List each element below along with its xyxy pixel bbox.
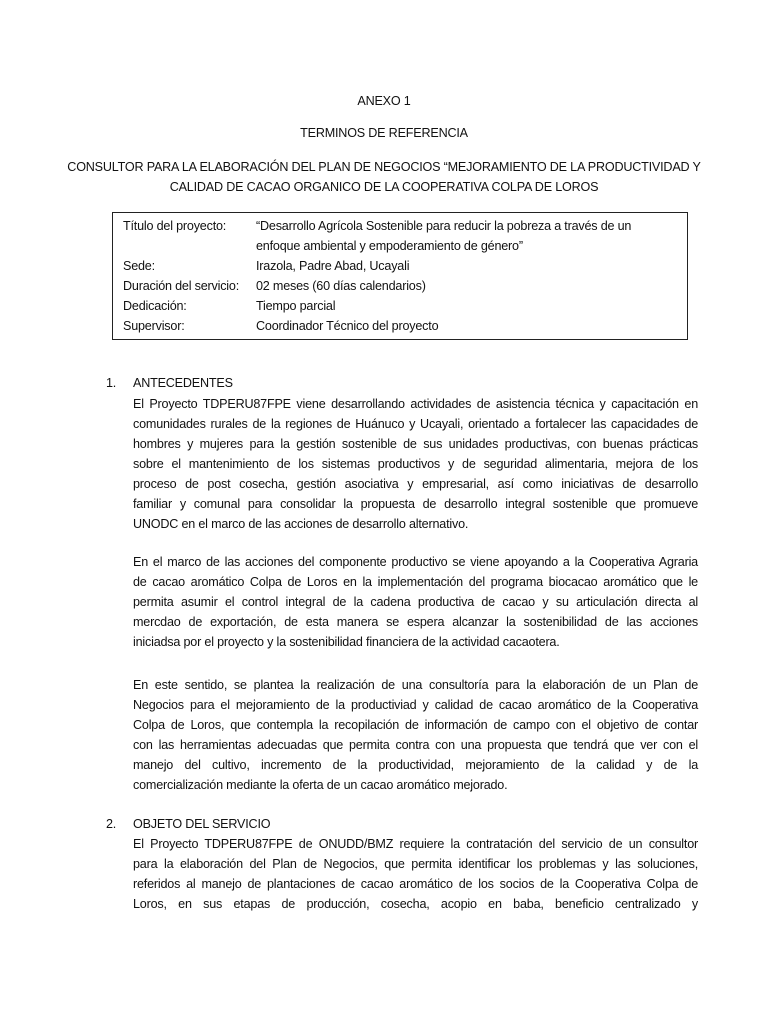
- text-line: Negocios para el mejoramiento de la productiviad y calidad de cacao aromático de la Cooperativa: [133, 698, 698, 712]
- info-key: Sede:: [123, 259, 155, 273]
- section-title: OBJETO DEL SERVICIO: [133, 817, 271, 831]
- text-line: mercdao de exportación, de esta manera se espera alcanzar la sostenibilidad de las acciones: [133, 615, 698, 629]
- text-line: hombres y mujeres para la gestión sostenible de sus unidades productivas, con buenas prácticas: [133, 437, 698, 451]
- text-line: En este sentido, se plantea la realización de una consultoría para la elaboración de un Plan de: [133, 678, 698, 692]
- text-line: manejo del cultivo, incremento de la productividad, mejoramiento de la calidad y de la: [133, 758, 698, 772]
- text-line: proceso de post cosecha, gestión asociativa y empresarial, así como iniciativas de desarrollo: [133, 477, 698, 491]
- text-line: permita asumir el control integral de la cadena productiva de cacao y su articulación directa al: [133, 595, 698, 609]
- project-info-box: [112, 212, 688, 340]
- text-line: familiar y comunal para consolidar la propuesta de desarrollo integral sostenible que promueve: [133, 497, 698, 511]
- consultancy-title-line-1: CONSULTOR PARA LA ELABORACIÓN DEL PLAN DE NEGOCIOS “MEJORAMIENTO DE LA PRODUCTIVIDAD Y: [67, 160, 701, 174]
- info-key: Dedicación:: [123, 299, 187, 313]
- text-line: referidos al manejo de plantaciones de cacao aromático de los socios de la Cooperativa Colpa de: [133, 877, 698, 891]
- info-value: Irazola, Padre Abad, Ucayali: [256, 259, 410, 273]
- text-line: sobre el mantenimiento de los sistemas productivos y de seguridad alimentaria, mejora de los: [133, 457, 698, 471]
- text-line: con las herramientas adecuadas que permita contra con una propuesta que tendrá que ver con el: [133, 738, 698, 752]
- paragraph-antecedentes-3: [133, 675, 698, 795]
- section-number: 1.: [106, 376, 117, 390]
- info-value: Coordinador Técnico del proyecto: [256, 319, 439, 333]
- info-key: Título del proyecto:: [123, 219, 227, 233]
- info-value: Tiempo parcial: [256, 299, 336, 313]
- document-title: TERMINOS DE REFERENCIA: [300, 126, 468, 140]
- text-line: UNODC en el marco de las acciones de desarrollo alternativo.: [133, 517, 469, 531]
- section-title: ANTECEDENTES: [133, 376, 233, 390]
- text-line: iniciadsa por el proyecto y la sostenibilidad financiera de la actividad cacaotera.: [133, 635, 560, 649]
- info-value: 02 meses (60 días calendarios): [256, 279, 426, 293]
- text-line: Colpa de Loros, que contempla la recopilación de información de campo con el objetivo de contar: [133, 718, 698, 732]
- info-key: Duración del servicio:: [123, 279, 239, 293]
- consultancy-title-line-2: CALIDAD DE CACAO ORGANICO DE LA COOPERATIVA COLPA DE LOROS: [169, 180, 599, 194]
- text-line: comercialización mediante la oferta de un cacao aromático mejorado.: [133, 778, 508, 792]
- section-number: 2.: [106, 817, 117, 831]
- info-key: Supervisor:: [123, 319, 185, 333]
- text-line: de cacao aromático Colpa de Loros en la implementación del programa biocacao aromático que le: [133, 575, 698, 589]
- text-line: comunidades rurales de la regiones de Huánuco y Ucayali, orientado a fortalecer las capacidades de: [133, 417, 698, 431]
- paragraph-antecedentes-2: [133, 552, 698, 652]
- text-line: para la elaboración del Plan de Negocios, que permita identificar los problemas y las soluciones,: [133, 857, 698, 871]
- text-line: El Proyecto TDPERU87FPE viene desarrollando actividades de asistencia técnica y capacitación en: [133, 397, 698, 411]
- info-value: “Desarrollo Agrícola Sostenible para reducir la pobreza a través de un: [256, 219, 632, 233]
- paragraph-objeto-1: [133, 834, 698, 914]
- text-line: En el marco de las acciones del componente productivo se viene apoyando a la Cooperativa Agraria: [133, 555, 698, 569]
- text-line: Loros, en sus etapas de producción, cosecha, acopio en baba, beneficio centralizado y: [133, 897, 698, 911]
- paragraph-antecedentes-1: [133, 394, 698, 534]
- text-line: El Proyecto TDPERU87FPE de ONUDD/BMZ requiere la contratación del servicio de un consultor: [133, 837, 698, 851]
- info-value: enfoque ambiental y empoderamiento de género”: [256, 239, 523, 253]
- annex-label: ANEXO 1: [357, 94, 411, 108]
